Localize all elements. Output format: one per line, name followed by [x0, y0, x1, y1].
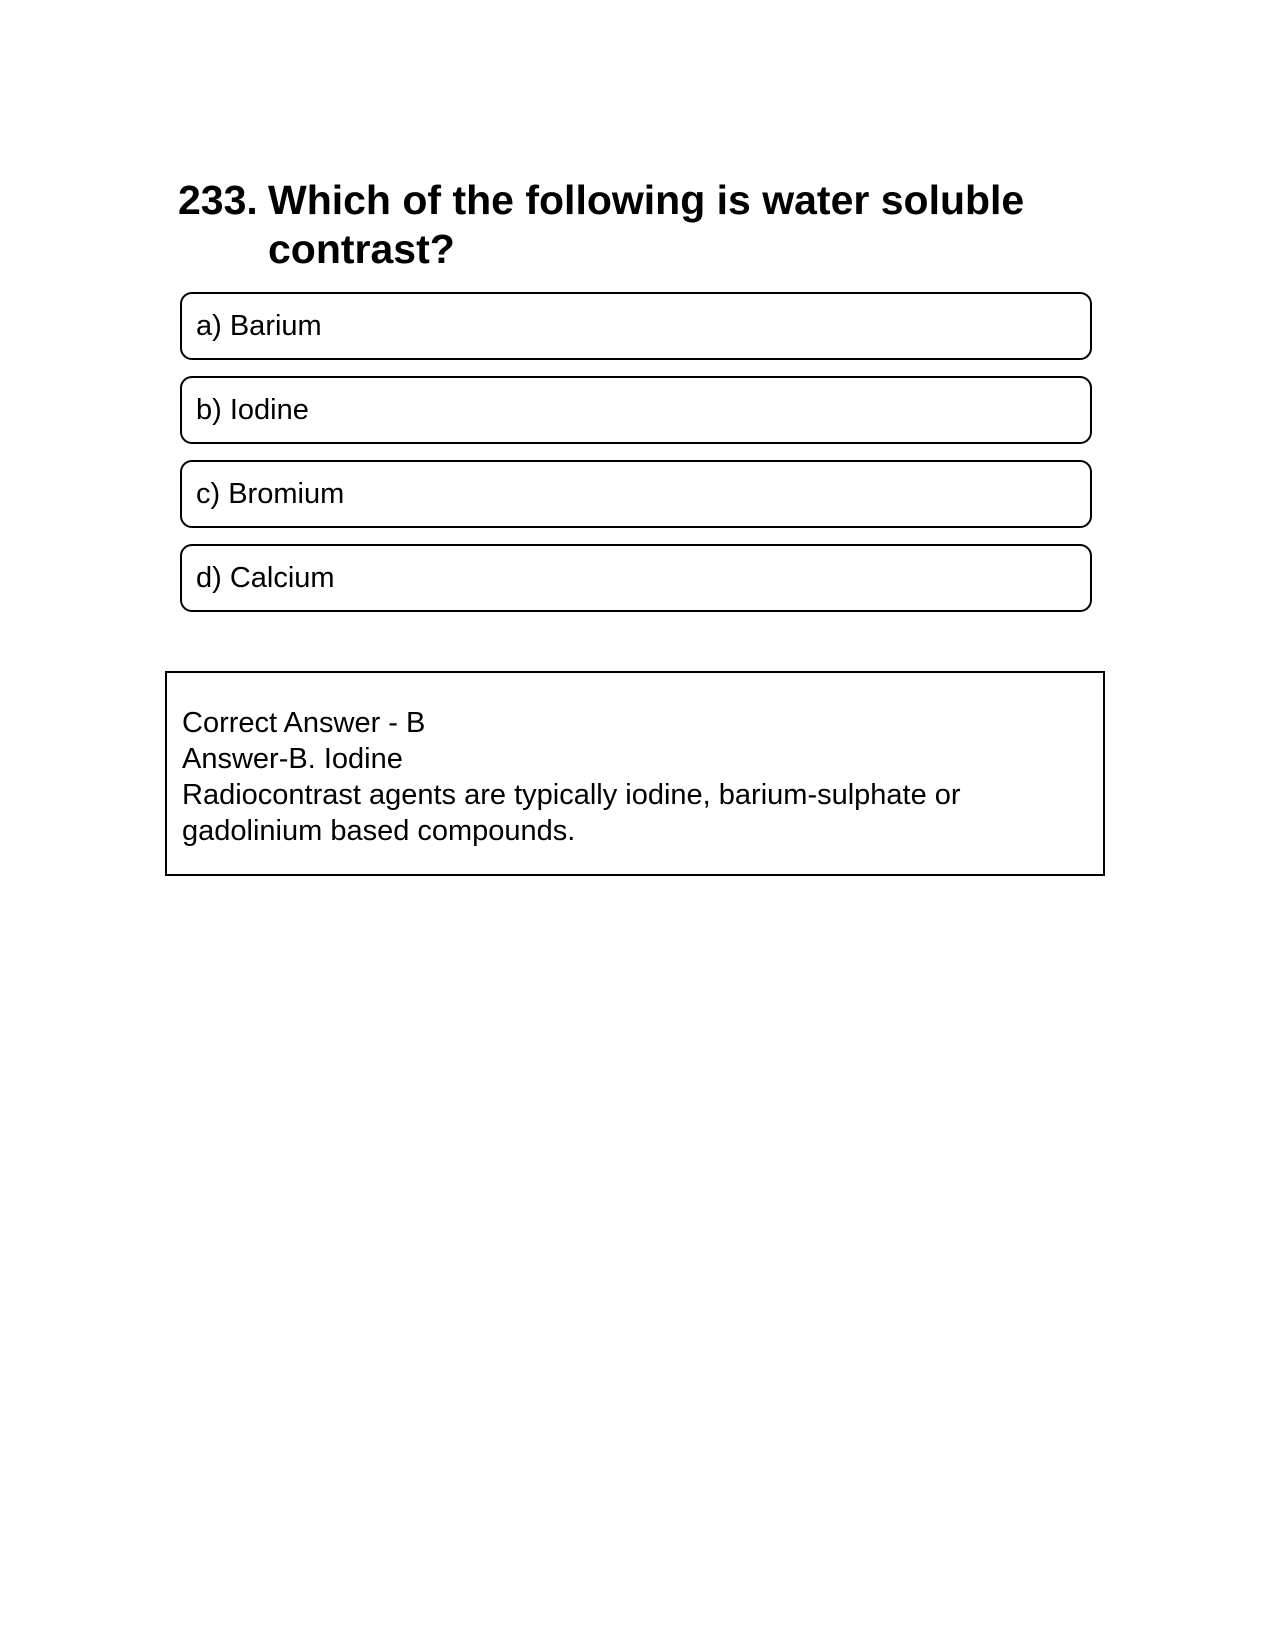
option-b[interactable] — [180, 376, 1092, 444]
option-d[interactable] — [180, 544, 1092, 612]
option-c[interactable] — [180, 460, 1092, 528]
option-a-label: a) Barium — [196, 309, 322, 342]
option-c-label: c) Bromium — [196, 477, 345, 510]
option-a[interactable] — [180, 292, 1092, 360]
question-text: Which of the following is water soluble contrast? — [268, 177, 1025, 272]
answer-line: Answer-B. Iodine — [182, 743, 403, 775]
option-b-label: b) Iodine — [196, 393, 309, 426]
options-list — [180, 292, 1092, 628]
correct-answer: Correct Answer - B — [182, 707, 426, 739]
question-heading — [178, 176, 1078, 274]
answer-box — [165, 671, 1105, 876]
option-d-label: d) Calcium — [196, 561, 335, 594]
answer-explanation: Radiocontrast agents are typically iodine, barium-sulphate or gadolinium based compounds. — [182, 779, 961, 847]
question-number: 233. — [178, 177, 258, 223]
